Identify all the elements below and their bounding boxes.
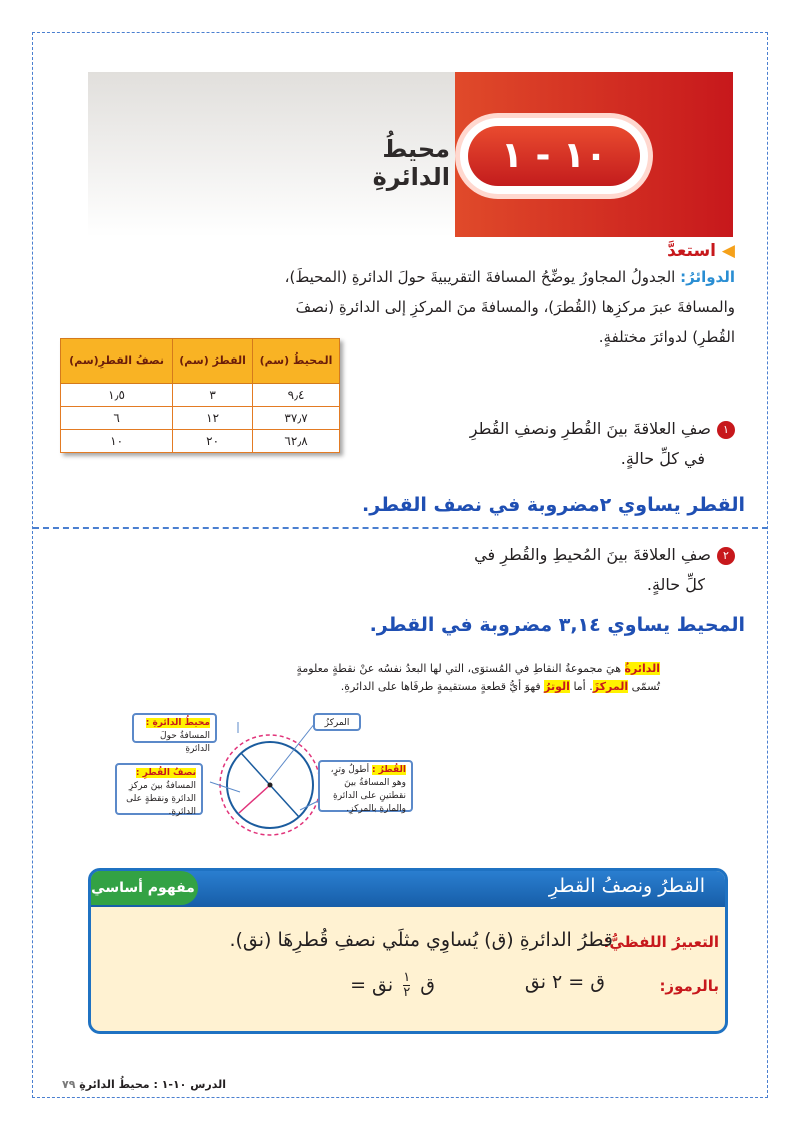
question-2 <box>405 540 735 600</box>
formula-term: ق <box>420 974 435 996</box>
table-header: القطرُ (سم) <box>173 339 253 384</box>
callout-title: محيطُ الدائرةِ : <box>145 718 210 728</box>
callout-title: نصفُ القُطرِ : <box>135 768 196 778</box>
explore-section <box>275 240 735 352</box>
fraction-numerator: ١ <box>403 970 411 985</box>
table-cell: ٦٢٫٨ <box>253 430 340 453</box>
callout-text: أطولُ وترٍ، وهو المسافةُ بينَ نقطتينِ على الدائرةِ والمارةِ بالمركزِ. <box>330 765 406 814</box>
footer-text: الدرس ١٠-١ : محيطُ الدائرةِ <box>79 1078 227 1091</box>
question-text: صفِ العلاقةَ بينَ المُحيطِ والقُطرِ في <box>474 545 711 564</box>
table-cell: ١٢ <box>173 407 253 430</box>
triangle-icon: ◀ <box>721 241 735 261</box>
table-header: نصفُ القطرِ(سم) <box>61 339 173 384</box>
question-number: ١ <box>717 421 735 439</box>
explore-heading <box>275 240 735 262</box>
symbols-formula-1: ق = ٢ نق <box>524 971 605 993</box>
question-text: صفِ العلاقةَ بينَ القُطرِ ونصفِ القُطرِ <box>469 419 711 438</box>
explore-text: الجدولُ المجاورُ يوضِّحُ المسافةَ التقريبيةَ حولَ الدائرةِ (المحيطَ)، والمسافةَ عبرَ مركزِها (القُطرَ)، والمسافةَ منَ المركزِ إلى الدائرةِ (نصفَ القُطرِ) لدوائرَ مختلفةٍ. <box>284 268 735 346</box>
explore-heading-text: استعدَّ <box>667 241 716 261</box>
key-concept-box <box>88 868 728 1034</box>
lesson-number-badge <box>460 118 648 194</box>
term-center: المركزَ <box>592 680 629 693</box>
explore-paragraph <box>275 262 735 352</box>
leader-line <box>270 723 315 780</box>
callout-text: المسافةُ حولَ الدائرةِ <box>160 731 210 754</box>
definition-text: هيَ مجموعةُ النقاطِ في المُستوَى، التي لها البعدُ نفسُه عنْ نقطةٍ معلومةٍ <box>296 662 621 675</box>
question-number: ٢ <box>717 547 735 565</box>
table-cell: ٩٫٤ <box>253 384 340 407</box>
answer-1: القطر يساوي ٢مضروبة في نصف القطر. <box>362 494 745 516</box>
explore-keyword: الدوائرُ: <box>680 268 735 286</box>
symbols-label: بالرموز: <box>659 977 719 995</box>
term-chord: الوترُ <box>544 680 570 693</box>
definition-text: فهوَ أيُّ قطعةٍ مستقيمةٍ طرفَاها على الدائرةِ. <box>340 680 541 693</box>
leader-line <box>300 800 320 810</box>
table-cell: ٦ <box>61 407 173 430</box>
table-row <box>61 384 340 407</box>
table-cell: ٣٧٫٧ <box>253 407 340 430</box>
key-concept-header <box>91 871 725 907</box>
callout-circumference <box>132 713 217 754</box>
lesson-title: محيطُ الدائرةِ <box>372 135 450 191</box>
page-number: ٧٩ <box>62 1078 76 1091</box>
lesson-number: ١٠ - ١ <box>468 126 640 186</box>
term-circle: الدائرةُ <box>624 662 660 675</box>
answer-2: المحيط يساوي ٣,١٤ مضروبة في القطر. <box>369 614 745 636</box>
table-header: المحيطُ (سم) <box>253 339 340 384</box>
callout-text: المسافةُ بينَ مركزِ الدائرةِ ونقطةٍ على الدائرةِ. <box>126 781 196 817</box>
verbal-label: التعبيرُ اللفظيُّ: <box>603 933 719 951</box>
fraction-denominator: ٢ <box>403 985 411 1000</box>
formula-term: نق = <box>350 974 394 996</box>
table-header-row <box>61 339 340 384</box>
definition-text: تُسمّى <box>631 680 660 693</box>
verbal-text: قطرُ الدائرةِ (ق) يُساوِي مثلَي نصفِ قُطرِهَا (نق). <box>229 929 613 951</box>
callout-radius <box>115 763 203 815</box>
question-1 <box>405 414 735 474</box>
table-row <box>61 407 340 430</box>
callout-diameter <box>318 760 413 812</box>
question-text-continued: كلِّ حالةٍ. <box>646 575 705 594</box>
symbols-formula-2 <box>350 971 435 1000</box>
table-row <box>61 430 340 453</box>
circle-definition <box>100 660 660 696</box>
callout-center <box>313 713 361 731</box>
key-concept-title: القطرُ ونصفُ القطرِ <box>548 875 705 897</box>
question-text-continued: في كلِّ حالةٍ. <box>620 449 705 468</box>
key-concept-tag: مفهوم أساسي <box>88 871 198 905</box>
table-cell: ١٠ <box>61 430 173 453</box>
definition-text: . أما <box>573 680 593 693</box>
section-divider <box>33 527 768 529</box>
table-cell: ٢٠ <box>173 430 253 453</box>
circle-measurements-table <box>60 338 340 453</box>
table-cell: ١٫٥ <box>61 384 173 407</box>
callout-text: المركزُ <box>324 718 350 728</box>
fraction <box>403 971 410 1000</box>
callout-title: القُطرُ : <box>371 765 406 775</box>
table-cell: ٣ <box>173 384 253 407</box>
page-footer <box>62 1078 226 1091</box>
leader-line <box>210 782 240 792</box>
